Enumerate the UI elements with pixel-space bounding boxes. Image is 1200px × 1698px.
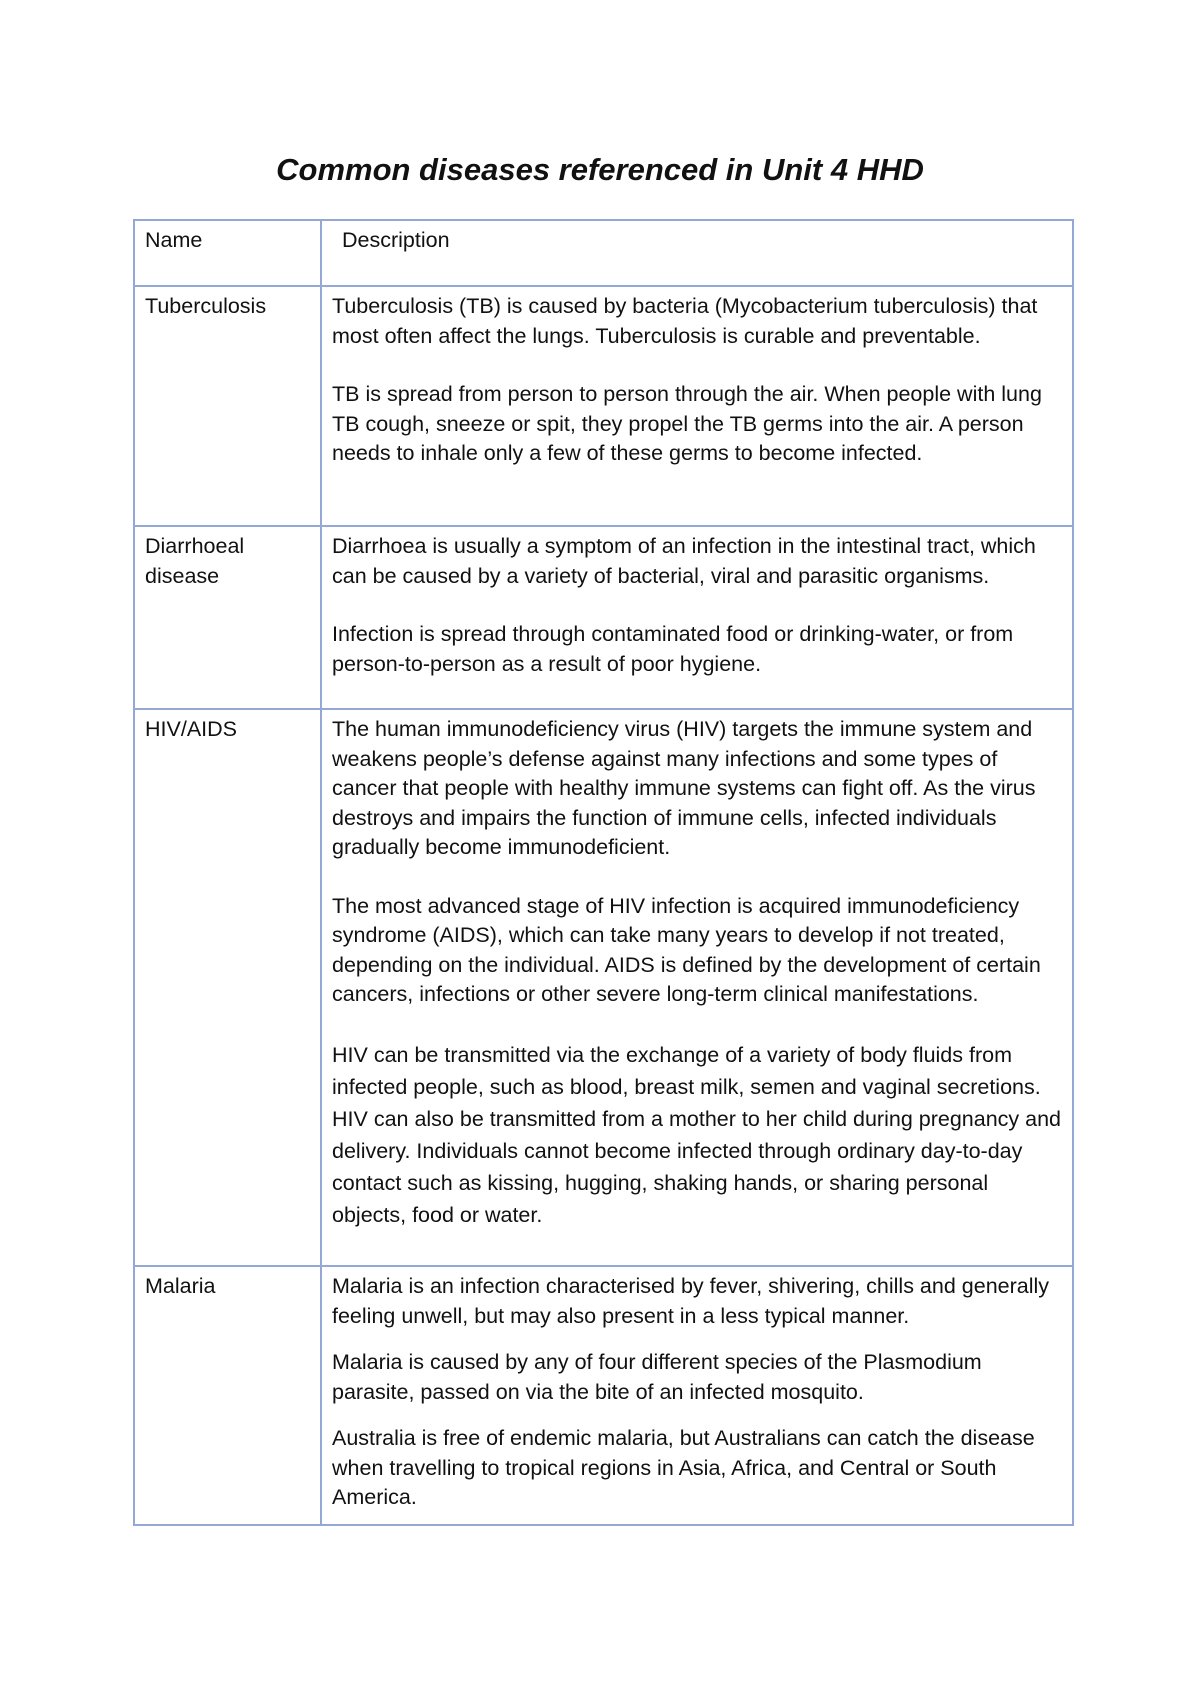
description-paragraph: Diarrhoea is usually a symptom of an infection in the intestinal tract, which can be caused by a variety of bacterial, viral and parasitic organisms. <box>332 534 1036 588</box>
disease-name: Tuberculosis <box>134 286 321 526</box>
disease-description <box>321 286 1073 526</box>
table-row-diarrhoeal-disease <box>134 526 1073 709</box>
disease-name: Malaria <box>134 1266 321 1525</box>
description-paragraph: TB is spread from person to person through the air. When people with lung TB cough, sneeze or spit, they propel the TB germs into the air. A person needs to inhale only a few of these germs to become infected. <box>332 382 1042 465</box>
disease-description <box>321 526 1073 709</box>
table-row-hiv-aids <box>134 709 1073 1266</box>
description-paragraph: Malaria is an infection characterised by fever, shivering, chills and generally feeling unwell, but may also present in a less typical manner. <box>332 1274 1050 1328</box>
table-header-row <box>134 220 1073 286</box>
disease-name: Diarrhoeal disease <box>134 526 321 709</box>
description-paragraph: Tuberculosis (TB) is caused by bacteria (Mycobacterium tuberculosis) that most often affect the lungs. Tuberculosis is curable and preventable. <box>332 294 1038 348</box>
diseases-table <box>133 219 1074 1526</box>
table-row-malaria <box>134 1266 1073 1525</box>
description-paragraph: The most advanced stage of HIV infection is acquired immunodeficiency syndrome (AIDS), which can take many years to develop if not treated, depending on the individual. AIDS is defined by the development of certain cancers, infections or other severe long-term clinical manifestations. <box>332 893 1041 1006</box>
header-name: Name <box>134 220 321 286</box>
description-paragraph: HIV can be transmitted via the exchange of a variety of body fluids from infected people, such as blood, breast milk, semen and vaginal secretions. HIV can also be transmitted from a mother to her child during pregnancy and delivery. Individuals cannot become infected through ordinary day-to-day contact such as kissing, hugging, shaking hands, or sharing personal objects, food or water. <box>332 1042 1061 1227</box>
description-paragraph: The human immunodeficiency virus (HIV) targets the immune system and weakens people’s defense against many infections and some types of cancer that people with healthy immune systems can fight off. As the virus destroys and impairs the function of immune cells, infected individuals gradually become immunodeficient. <box>332 717 1036 859</box>
description-paragraph: Malaria is caused by any of four different species of the Plasmodium parasite, passed on via the bite of an infected mosquito. <box>332 1350 982 1404</box>
description-paragraph: Australia is free of endemic malaria, but Australians can catch the disease when travelling to tropical regions in Asia, Africa, and Central or South America. <box>332 1426 1035 1509</box>
description-paragraph: Infection is spread through contaminated food or drinking-water, or from person-to-person as a result of poor hygiene. <box>332 622 1014 676</box>
header-description: Description <box>321 220 1073 286</box>
disease-name: HIV/AIDS <box>134 709 321 1266</box>
disease-description <box>321 1266 1073 1525</box>
table-row-tuberculosis <box>134 286 1073 526</box>
disease-description <box>321 709 1073 1266</box>
page-title: Common diseases referenced in Unit 4 HHD <box>276 152 924 187</box>
